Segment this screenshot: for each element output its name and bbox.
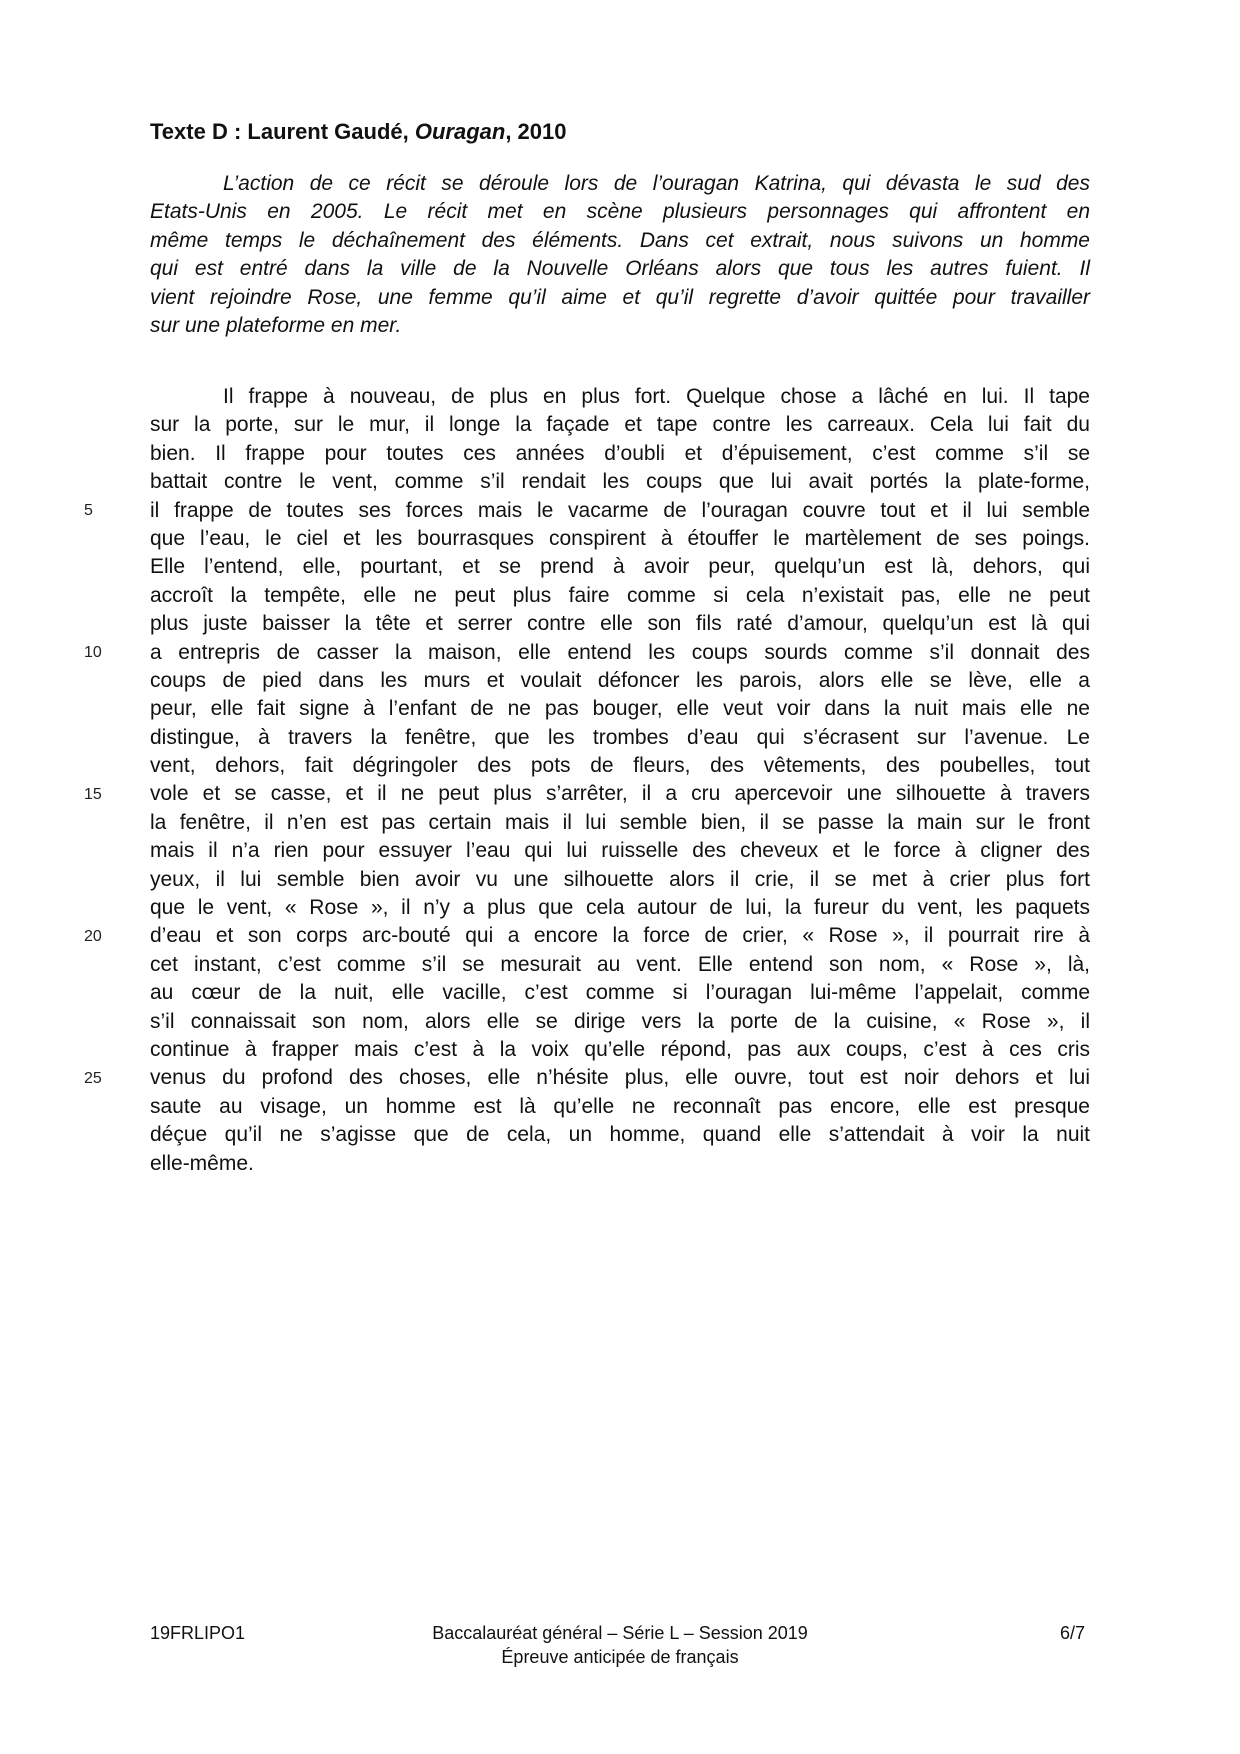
text-line: peur, elle fait signe à l’enfant de ne pas bouger, elle veut voir dans la nuit mais elle ne bbox=[150, 697, 1090, 721]
intro-paragraph bbox=[150, 170, 1090, 340]
intro-line: Etats-Unis en 2005. Le récit met en scène plusieurs personnages qui affrontent en bbox=[150, 200, 1090, 224]
text-line: que le vent, « Rose », il n’y a plus que cela autour de lui, la fureur du vent, les paquets bbox=[150, 896, 1090, 920]
line-number: 20 bbox=[84, 927, 102, 945]
text-line: venus du profond des choses, elle n’hésite plus, elle ouvre, tout est noir dehors et lui bbox=[150, 1066, 1090, 1090]
text-line: coups de pied dans les murs et voulait défoncer les parois, alors elle se lève, elle a bbox=[150, 668, 1090, 692]
text-line: distingue, à travers la fenêtre, que les trombes d’eau qui s’écrasent sur l’avenue. Le bbox=[150, 725, 1090, 749]
text-line: au cœur de la nuit, elle vacille, c’est comme si l’ouragan lui-même l’appelait, comme bbox=[150, 981, 1090, 1005]
line-number: 25 bbox=[84, 1069, 102, 1087]
intro-line: sur une plateforme en mer. bbox=[150, 313, 402, 337]
title-work: Ouragan bbox=[414, 119, 506, 144]
text-line: yeux, il lui semble bien avoir vu une silhouette alors il crie, il se met à crier plus fort bbox=[150, 867, 1090, 891]
text-line: vent, dehors, fait dégringoler des pots de fleurs, des vêtements, des poubelles, tout bbox=[150, 754, 1090, 778]
text-line: bien. Il frappe pour toutes ces années d’oubli et d’épuisement, c’est comme s’il se bbox=[150, 441, 1090, 465]
line-number: 10 bbox=[84, 643, 102, 661]
text-line: battait contre le vent, comme s’il rendait les coups que lui avait portés la plate-forme, bbox=[150, 470, 1090, 494]
text-line: il frappe de toutes ses forces mais le vacarme de l’ouragan couvre tout et il lui semble bbox=[150, 498, 1090, 522]
text-line: sur la porte, sur le mur, il longe la façade et tape contre les carreaux. Cela lui fait du bbox=[150, 413, 1090, 437]
footer-page-number: 6/7 bbox=[1060, 1623, 1086, 1643]
footer-exam-line2: Épreuve anticipée de français bbox=[501, 1647, 739, 1667]
text-line: s’il connaissait son nom, alors elle se dirige vers la porte de la cuisine, « Rose », il bbox=[150, 1009, 1090, 1033]
intro-line: vient rejoindre Rose, une femme qu’il aime et qu’il regrette d’avoir quittée pour travailler bbox=[150, 285, 1090, 309]
text-line: Il frappe à nouveau, de plus en plus fort. Quelque chose a lâché en lui. Il tape bbox=[223, 385, 1090, 408]
text-line: la fenêtre, il n’en est pas certain mais il lui semble bien, il se passe la main sur le front bbox=[150, 810, 1090, 834]
text-line: continue à frapper mais c’est à la voix qu’elle répond, pas aux coups, c’est à ces cris bbox=[150, 1037, 1090, 1061]
text-line: que l’eau, le ciel et les bourrasques conspirent à étouffer le martèlement de ses poings. bbox=[150, 526, 1090, 550]
text-line: vole et se casse, et il ne peut plus s’arrêter, il a cru apercevoir une silhouette à travers bbox=[150, 782, 1090, 806]
line-number: 15 bbox=[84, 785, 102, 803]
excerpt-text bbox=[150, 383, 1090, 1178]
text-title bbox=[150, 118, 567, 146]
text-line: Elle l’entend, elle, pourtant, et se prend à avoir peur, quelqu’un est là, dehors, qui bbox=[150, 555, 1090, 579]
text-line: d’eau et son corps arc-bouté qui a encore la force de crier, « Rose », il pourrait rire à bbox=[150, 924, 1090, 948]
title-suffix: , 2010 bbox=[505, 119, 567, 144]
footer-exam-line1: Baccalauréat général – Série L – Session 2019 bbox=[432, 1623, 808, 1643]
text-line: a entrepris de casser la maison, elle entend les coups sourds comme s’il donnait des bbox=[150, 640, 1090, 664]
text-line: déçue qu’il ne s’agisse que de cela, un homme, quand elle s’attendait à voir la nuit bbox=[150, 1123, 1090, 1147]
intro-line: même temps le déchaînement des éléments. Dans cet extrait, nous suivons un homme bbox=[150, 228, 1090, 252]
intro-line: L’action de ce récit se déroule lors de l’ouragan Katrina, qui dévasta le sud des bbox=[223, 172, 1090, 195]
text-line: saute au visage, un homme est là qu’elle ne reconnaît pas encore, elle est presque bbox=[150, 1094, 1090, 1118]
text-line: plus juste baisser la tête et serrer contre elle son fils raté d’amour, quelqu’un est là qui bbox=[150, 612, 1090, 636]
text-line: cet instant, c’est comme s’il se mesurait au vent. Elle entend son nom, « Rose », là, bbox=[150, 952, 1090, 976]
title-prefix: Texte D : Laurent Gaudé, bbox=[150, 119, 415, 144]
footer-exam-title bbox=[320, 1621, 920, 1669]
text-line: mais il n’a rien pour essuyer l’eau qui lui ruisselle des cheveux et le force à cligner des bbox=[150, 839, 1090, 863]
line-number: 5 bbox=[84, 501, 93, 519]
footer-exam-code: 19FRLIPO1 bbox=[150, 1623, 246, 1643]
text-line: elle-même. bbox=[150, 1151, 254, 1175]
text-line: accroît la tempête, elle ne peut plus faire comme si cela n’existait pas, elle ne peut bbox=[150, 583, 1090, 607]
intro-line: qui est entré dans la ville de la Nouvelle Orléans alors que tous les autres fuient. Il bbox=[150, 257, 1090, 281]
